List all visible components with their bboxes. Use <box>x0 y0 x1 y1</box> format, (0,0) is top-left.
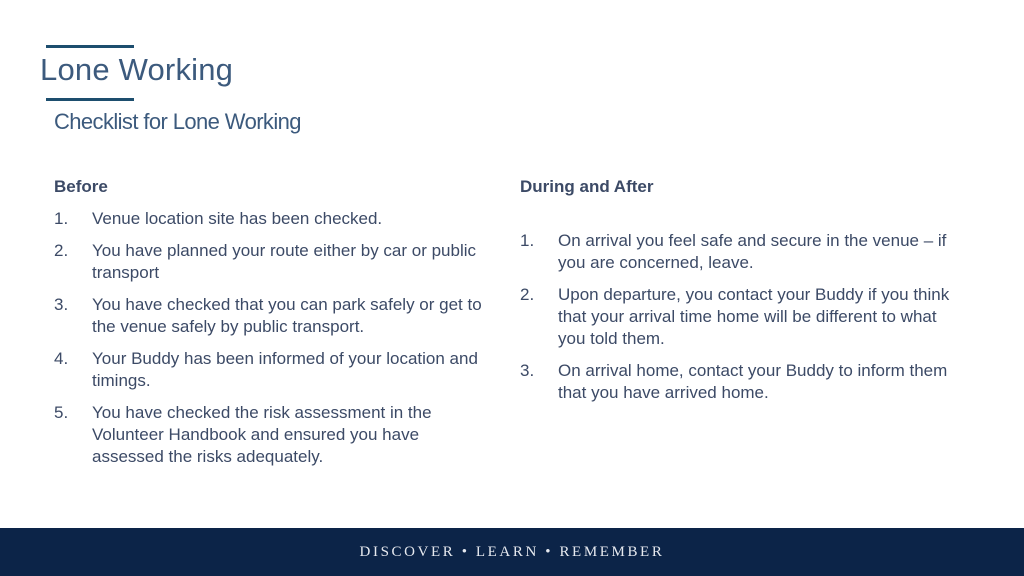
title-rule-bottom <box>46 98 134 101</box>
list-item <box>54 294 494 338</box>
list-item-text: You have checked the risk assessment in the Volunteer Handbook and ensured you have assessed the risks adequately. <box>92 403 432 466</box>
list-item-text: Upon departure, you contact your Buddy if you think that your arrival time home will be different to what you told them. <box>558 285 950 348</box>
list-item-number: 4. <box>54 349 69 368</box>
before-heading: Before <box>54 177 108 196</box>
list-item <box>520 230 960 274</box>
during-after-list <box>520 230 960 404</box>
list-item-text: You have checked that you can park safely or get to the venue safely by public transport. <box>92 295 482 336</box>
list-item-text: Your Buddy has been informed of your location and timings. <box>92 349 478 390</box>
list-item-text: You have planned your route either by car or public transport <box>92 241 477 282</box>
list-item-number: 3. <box>54 295 69 314</box>
list-item <box>54 348 494 392</box>
list-item <box>54 402 494 468</box>
footer-bar <box>0 528 1024 576</box>
list-item-number: 3. <box>520 361 535 380</box>
list-item <box>520 360 960 404</box>
list-item-text: On arrival you feel safe and secure in the venue – if you are concerned, leave. <box>558 231 947 272</box>
list-item-number: 2. <box>520 285 535 304</box>
list-item-number: 5. <box>54 403 69 422</box>
during-after-heading: During and After <box>520 177 654 196</box>
list-item-number: 1. <box>520 231 535 250</box>
list-item <box>520 284 960 350</box>
page-title: Lone Working <box>40 52 234 87</box>
list-item <box>54 208 494 230</box>
list-item-number: 2. <box>54 241 69 260</box>
page-subtitle: Checklist for Lone Working <box>54 109 301 134</box>
during-after-column <box>520 176 960 414</box>
list-item-number: 1. <box>54 209 69 228</box>
footer-tagline: DISCOVER • LEARN • REMEMBER <box>359 543 665 560</box>
before-list <box>54 208 494 468</box>
list-item-text: Venue location site has been checked. <box>92 209 383 228</box>
list-item-text: On arrival home, contact your Buddy to inform them that you have arrived home. <box>558 361 948 402</box>
list-item <box>54 240 494 284</box>
title-rule-top <box>46 45 134 48</box>
before-column <box>54 176 494 478</box>
